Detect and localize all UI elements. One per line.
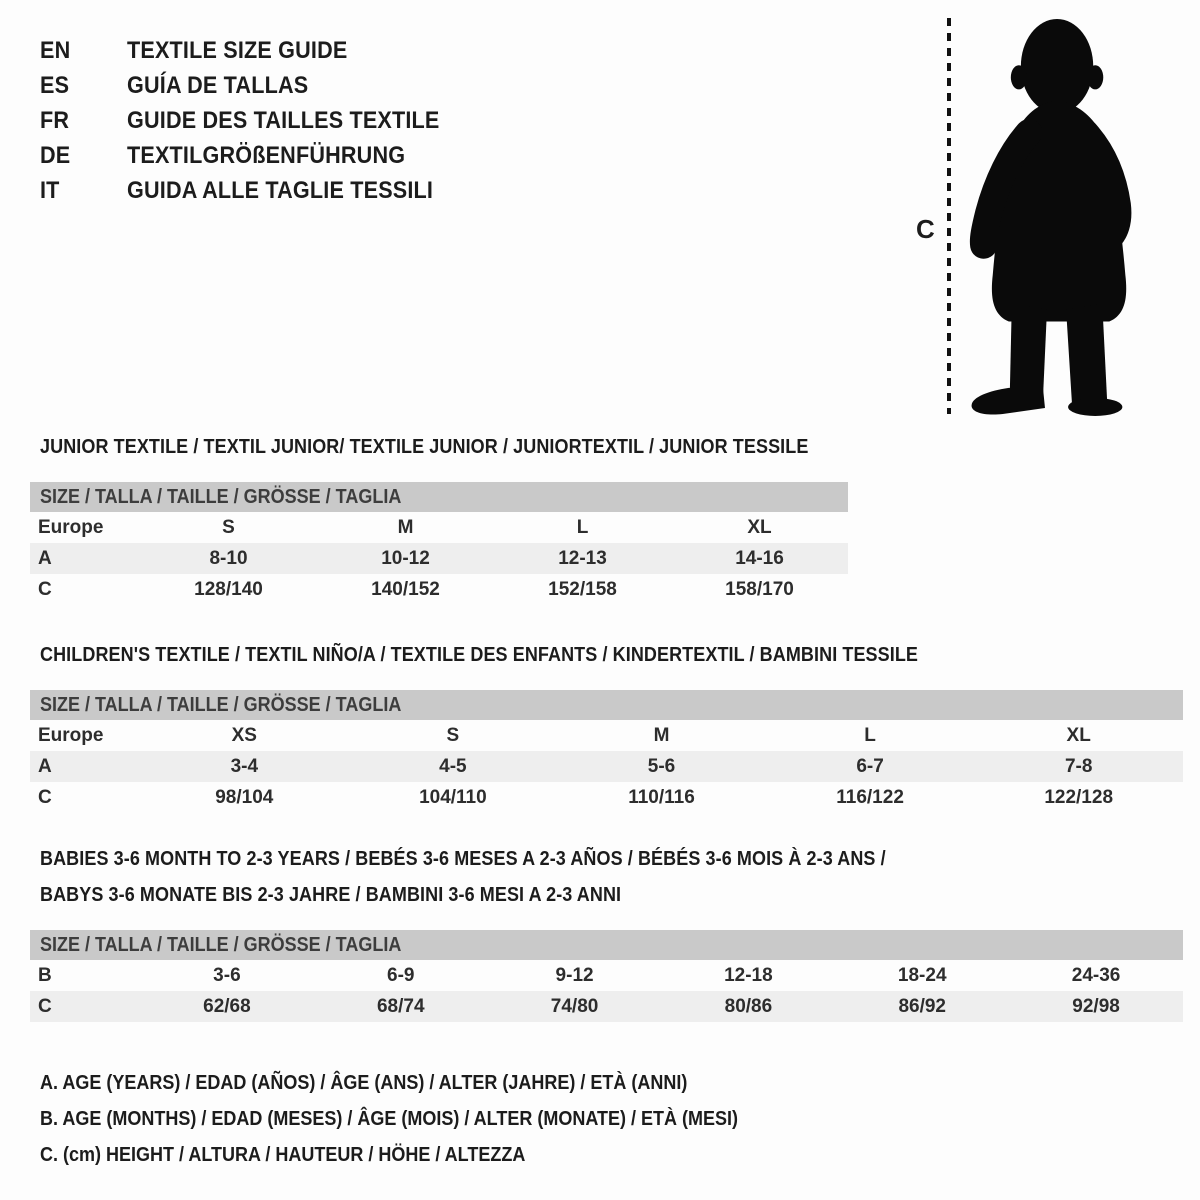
language-label: TEXTILE SIZE GUIDE [127, 37, 348, 64]
junior-size-header-bar [30, 482, 848, 512]
table-cell: 74/80 [550, 995, 599, 1017]
table-cell: L [576, 516, 589, 538]
size-header-label: SIZE / TALLA / TAILLE / GRÖSSE / TAGLIA [40, 486, 402, 508]
table-cell: 116/122 [836, 786, 904, 808]
table-cell: L [864, 724, 876, 746]
language-row [40, 68, 328, 104]
table-cell: 122/128 [1044, 786, 1114, 808]
table-cell: 12-18 [724, 964, 773, 986]
row-label: C [38, 995, 52, 1017]
table-cell: 158/170 [725, 578, 794, 600]
legend-b-text: B. AGE (MONTHS) / EDAD (MESES) / ÂGE (MOIS) / ALTER (MONATE) / ETÀ (MESI) [40, 1108, 738, 1130]
table-cell: 152/158 [548, 578, 617, 600]
junior-row-height [30, 574, 848, 605]
babies-size-header-bar [30, 930, 1183, 960]
children-size-header-bar [30, 690, 1183, 720]
table-cell: 110/116 [628, 786, 695, 808]
row-label: B [38, 964, 52, 986]
children-row-height [30, 782, 1183, 813]
legend-a-text: A. AGE (YEARS) / EDAD (AÑOS) / ÂGE (ANS) / ALTER (JAHRE) / ETÀ (ANNI) [40, 1072, 688, 1094]
row-label: A [38, 755, 52, 777]
legend-line-b [40, 1108, 816, 1131]
table-cell: 12-13 [558, 547, 607, 569]
babies-section-title-line1 [40, 848, 980, 871]
table-cell: XS [231, 724, 257, 746]
babies-section-title-text1: BABIES 3-6 MONTH TO 2-3 YEARS / BEBÉS 3-6 MESES A 2-3 AÑOS / BÉBÉS 3-6 MOIS À 2-3 ANS / [40, 848, 886, 870]
table-cell: 18-24 [897, 964, 947, 986]
table-cell: 10-12 [381, 547, 430, 569]
language-code: IT [40, 177, 60, 204]
row-label: Europe [38, 516, 104, 538]
language-label: GUÍA DE TALLAS [127, 72, 309, 99]
toddler-silhouette-icon [958, 14, 1140, 416]
table-cell: 8-10 [209, 547, 248, 569]
table-cell: 98/104 [215, 786, 274, 808]
row-label: Europe [38, 724, 104, 746]
table-cell: 4-5 [439, 755, 467, 777]
language-label: TEXTILGRÖßENFÜHRUNG [127, 142, 406, 169]
size-header-label: SIZE / TALLA / TAILLE / GRÖSSE / TAGLIA [40, 934, 402, 956]
legend-line-a [40, 1072, 759, 1095]
language-row [40, 138, 436, 174]
table-cell: 68/74 [376, 995, 425, 1017]
table-cell: M [397, 516, 414, 538]
legend-line-c [40, 1144, 579, 1167]
language-code: DE [40, 142, 71, 169]
children-row-europe [30, 720, 1183, 751]
table-cell: 80/86 [724, 995, 773, 1017]
table-cell: 128/140 [194, 578, 263, 600]
row-label: C [38, 786, 52, 808]
table-cell: 14-16 [735, 547, 784, 569]
height-dashed-line [944, 16, 954, 416]
language-code: ES [40, 72, 70, 99]
legend-c-text: C. (cm) HEIGHT / ALTURA / HAUTEUR / HÖHE / ALTEZZA [40, 1144, 526, 1166]
language-row [40, 173, 467, 209]
language-row [40, 103, 474, 139]
table-cell: 24-36 [1071, 964, 1121, 986]
language-row [40, 33, 372, 69]
children-row-age [30, 751, 1183, 782]
table-cell: 86/92 [898, 995, 946, 1017]
size-header-label: SIZE / TALLA / TAILLE / GRÖSSE / TAGLIA [40, 694, 402, 716]
table-cell: 9-12 [555, 964, 594, 986]
height-measure-label: C [916, 214, 935, 244]
language-label: GUIDA ALLE TAGLIE TESSILI [127, 177, 434, 204]
table-cell: 3-6 [213, 964, 241, 986]
junior-section-title-text: JUNIOR TEXTILE / TEXTIL JUNIOR/ TEXTILE JUNIOR / JUNIORTEXTIL / JUNIOR TESSILE [40, 436, 809, 458]
babies-section-title-line2 [40, 884, 686, 907]
language-label: GUIDE DES TAILLES TEXTILE [127, 107, 440, 134]
babies-section-title-text2: BABYS 3-6 MONATE BIS 2-3 JAHRE / BAMBINI 3-6 MESI A 2-3 ANNI [40, 884, 622, 906]
table-cell: S [222, 516, 235, 538]
junior-row-europe [30, 512, 848, 543]
table-cell: 62/68 [203, 995, 251, 1017]
table-cell: 6-9 [387, 964, 415, 986]
table-cell: XL [747, 516, 772, 538]
language-code: FR [40, 107, 70, 134]
table-cell: 140/152 [371, 578, 440, 600]
language-code: EN [40, 37, 71, 64]
children-section-title-text: CHILDREN'S TEXTILE / TEXTIL NIÑO/A / TEXTILE DES ENFANTS / KINDERTEXTIL / BAMBINI TESSILE [40, 644, 919, 666]
babies-row-height [30, 991, 1183, 1022]
table-cell: 7-8 [1064, 755, 1093, 777]
junior-row-age [30, 543, 848, 574]
junior-section-title [40, 436, 894, 459]
children-section-title [40, 644, 1016, 667]
table-cell: 92/98 [1072, 995, 1120, 1017]
table-cell: 6-7 [856, 755, 884, 777]
table-cell: 3-4 [230, 755, 259, 777]
table-cell: XL [1066, 724, 1091, 746]
table-cell: M [653, 724, 670, 746]
table-cell: 104/110 [419, 786, 487, 808]
row-label: A [38, 547, 52, 569]
babies-row-months [30, 960, 1183, 991]
table-cell: 5-6 [647, 755, 676, 777]
row-label: C [38, 578, 52, 600]
table-cell: S [446, 724, 460, 746]
